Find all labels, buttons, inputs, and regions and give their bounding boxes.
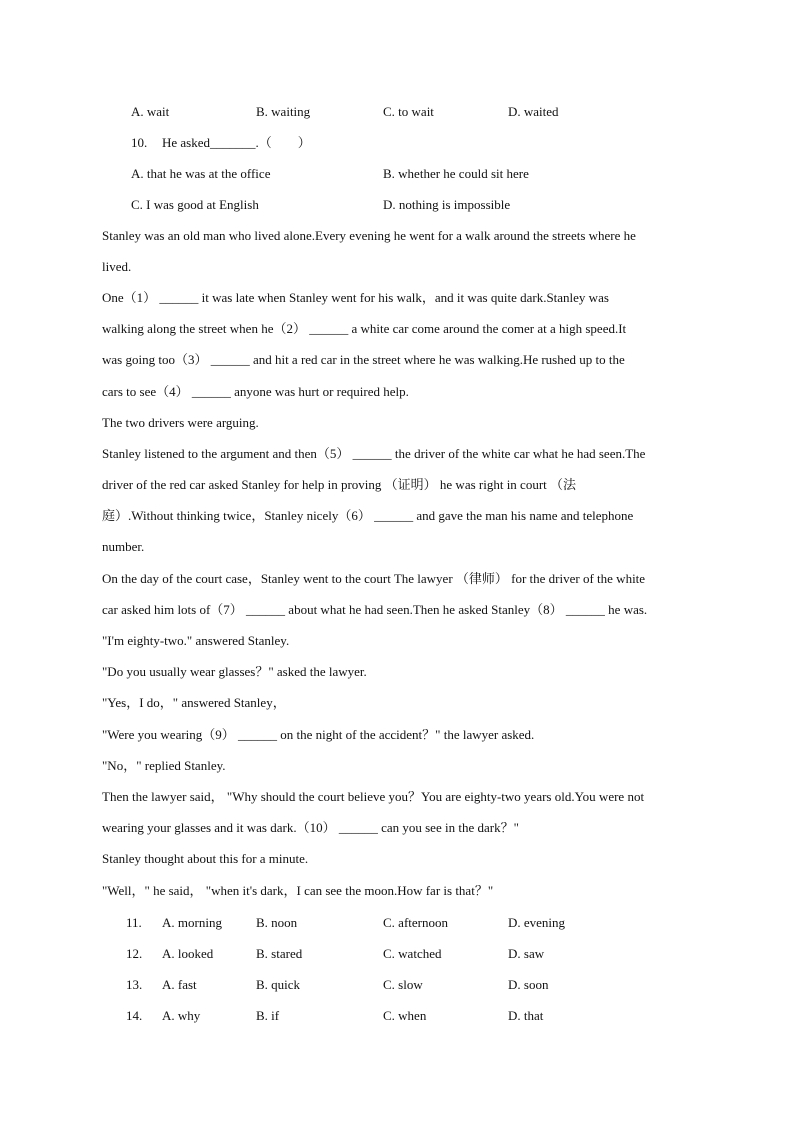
option-c: C. I was good at English [131, 197, 259, 212]
option-a: A. wait [131, 104, 170, 119]
passage-line: car asked him lots of（7） ______ about what he had seen.Then he asked Stanley（8） ______ he was. [102, 602, 648, 617]
passage-line: driver of the red car asked Stanley for help in proving （证明） he was right in court （法 [102, 477, 577, 492]
passage-line: wearing your glasses and it was dark.（10） ______ can you see in the dark？" [102, 820, 519, 835]
passage-line: walking along the street when he（2） ______ a white car come around the comer at a high speed.It [102, 321, 627, 336]
option-c: C. when [383, 1008, 427, 1023]
option-d: D. soon [508, 977, 549, 992]
question-number: 10. [131, 135, 148, 150]
passage-line: cars to see（4） ______ anyone was hurt or required help. [102, 384, 409, 399]
passage-line: "Well，" he said， "when it's dark，I can see the moon.How far is that？" [102, 883, 494, 898]
option-d: D. that [508, 1008, 544, 1023]
passage-line: "Do you usually wear glasses？" asked the lawyer. [102, 664, 367, 679]
option-b: B. stared [256, 946, 303, 961]
option-b: B. noon [256, 915, 298, 930]
option-a: A. why [162, 1008, 201, 1023]
passage-line: "I'm eighty-two." answered Stanley. [102, 633, 290, 648]
option-b: B. quick [256, 977, 301, 992]
option-a: A. that he was at the office [131, 166, 271, 181]
option-b: B. whether he could sit here [383, 166, 529, 181]
passage-line: number. [102, 539, 145, 554]
option-d: D. evening [508, 915, 566, 930]
option-b: B. if [256, 1008, 280, 1023]
passage-line: Then the lawyer said， "Why should the court believe you？You are eighty-two years old.You were not [102, 789, 645, 804]
option-d: D. nothing is impossible [383, 197, 511, 212]
passage-line: Stanley thought about this for a minute. [102, 851, 309, 866]
question-number: 11. [126, 915, 142, 930]
question-stem: He asked_______.（ ） [162, 135, 311, 150]
passage-line: 庭）.Without thinking twice，Stanley nicely（6） ______ and gave the man his name and telephone [102, 508, 634, 523]
question-number: 13. [126, 977, 143, 992]
option-a: A. morning [162, 915, 222, 930]
option-b: B. waiting [256, 104, 311, 119]
option-c: C. to wait [383, 104, 434, 119]
passage-line: "Yes，I do，" answered Stanley， [102, 695, 286, 710]
question-number: 12. [126, 946, 143, 961]
passage-line: Stanley listened to the argument and then（5） ______ the driver of the white car what he had seen.The [102, 446, 646, 461]
option-c: C. watched [383, 946, 442, 961]
passage-line: was going too（3） ______ and hit a red car in the street where he was walking.He rushed up to the [102, 352, 625, 367]
question-number: 14. [126, 1008, 143, 1023]
option-d: D. waited [508, 104, 559, 119]
option-c: C. slow [383, 977, 423, 992]
passage-line: One（1） ______ it was late when Stanley went for his walk，and it was quite dark.Stanley was [102, 290, 609, 305]
passage-line: On the day of the court case，Stanley went to the court The lawyer （律师） for the driver of the white [102, 571, 646, 586]
passage-line: "Were you wearing（9） ______ on the night of the accident？" the lawyer asked. [102, 727, 535, 742]
passage-line: "No，" replied Stanley. [102, 758, 226, 773]
option-c: C. afternoon [383, 915, 448, 930]
passage-line: The two drivers were arguing. [102, 415, 259, 430]
passage-line: Stanley was an old man who lived alone.Every evening he went for a walk around the streets where he [102, 228, 636, 243]
option-a: A. fast [162, 977, 197, 992]
option-a: A. looked [162, 946, 214, 961]
option-d: D. saw [508, 946, 545, 961]
passage-line: lived. [102, 259, 132, 274]
